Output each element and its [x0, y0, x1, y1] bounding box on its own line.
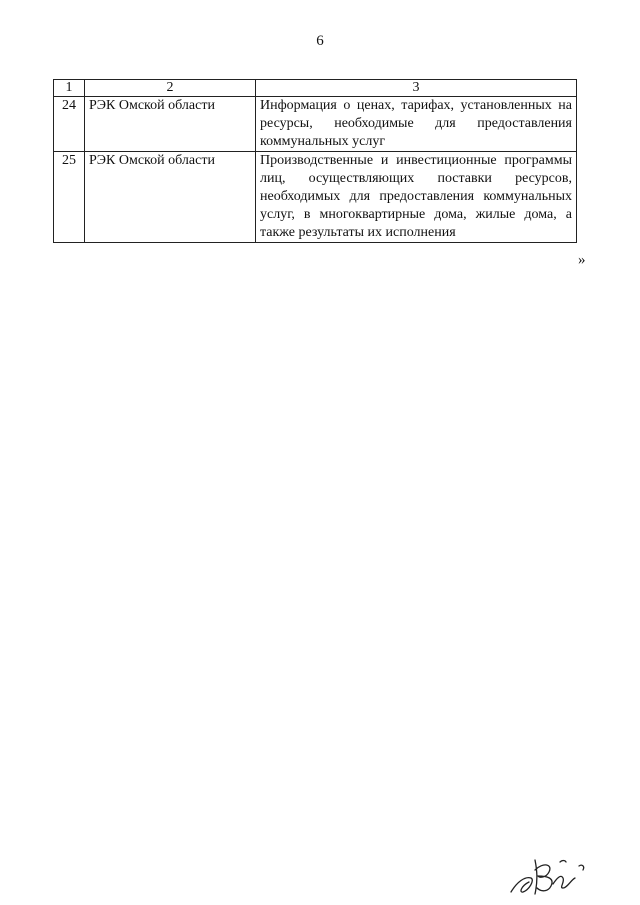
data-table: [53, 79, 577, 243]
header-cell-3: 3: [256, 80, 577, 97]
header-cell-1: 1: [54, 80, 85, 97]
header-cell-2: 2: [85, 80, 256, 97]
row-number-cell: 24: [54, 97, 85, 152]
page-number: 6: [316, 33, 324, 49]
row-organization-cell: РЭК Омской области: [85, 97, 256, 152]
row-info-cell: Информация о ценах, тарифах, установленных на ресурсы, необходимые для предоставления коммунальных услуг: [256, 97, 577, 152]
row-number-cell: 25: [54, 152, 85, 243]
signature-icon: [505, 848, 590, 898]
table-row: [54, 152, 577, 243]
table-row: [54, 97, 577, 152]
row-organization-cell: РЭК Омской области: [85, 152, 256, 243]
closing-quote: »: [578, 252, 586, 268]
row-info-cell: Производственные и инвестиционные программы лиц, осуществляющих поставки ресурсов, необходимых для предоставления коммунальных услуг, в многоквартирные дома, жилые дома, а также результаты их исполнения: [256, 152, 577, 243]
table-header-row: [54, 80, 577, 97]
